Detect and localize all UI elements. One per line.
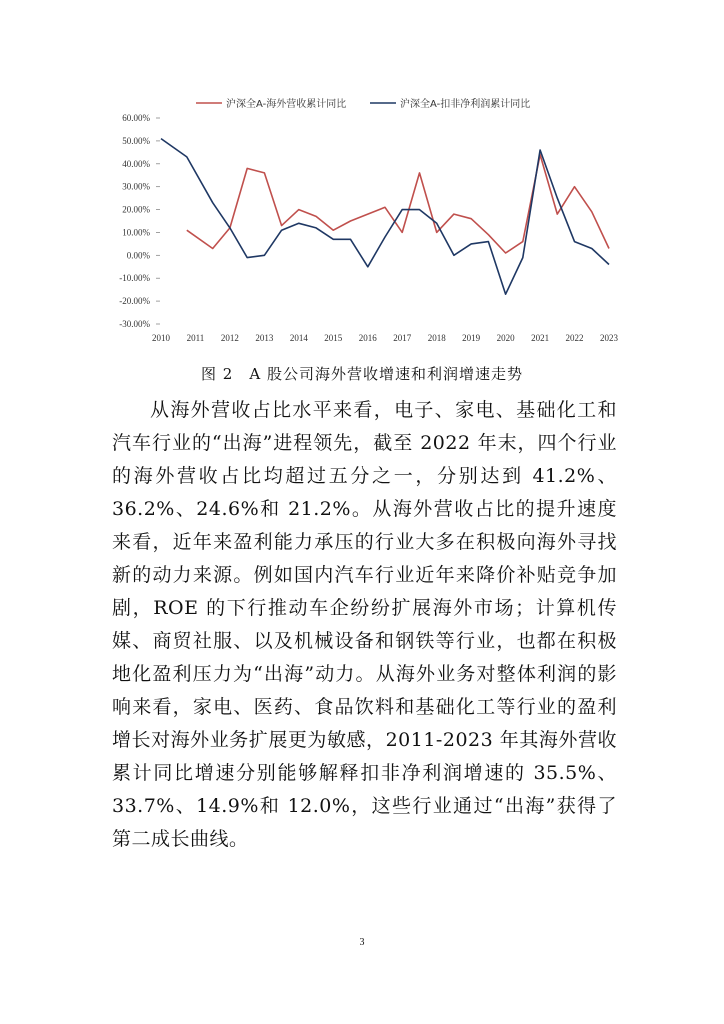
x-tick-label: 2013 [255, 333, 274, 343]
x-tick-label: 2017 [393, 333, 412, 343]
body-text [112, 394, 617, 856]
y-tick-label: 10.00% [122, 227, 150, 238]
x-tick-label: 2014 [289, 333, 308, 343]
series-line-overseas-revenue [187, 155, 609, 253]
x-tick-label: 2010 [152, 333, 170, 343]
chart-legend [196, 97, 530, 110]
y-tick-label: 40.00% [122, 158, 150, 169]
y-tick-label: 50.00% [122, 135, 150, 146]
x-axis [152, 333, 619, 343]
page-number: 3 [359, 937, 365, 948]
y-tick-label: -20.00% [119, 296, 150, 307]
x-tick-label: 2016 [358, 333, 377, 343]
y-tick-label: 20.00% [122, 204, 150, 215]
chart-series [161, 139, 609, 295]
x-tick-label: 2023 [600, 333, 618, 343]
paragraph: 从海外营收占比水平来看，电子、家电、基础化工和汽车行业的“出海”进程领先，截至 2022 年末，四个行业的海外营收占比均超过五分之一，分别达到 41.2%、36.2%、24.6%和 21.2%。从海外营收占比的提升速度来看，近年来盈利能力承压的行业大多在积极向海外寻找新的动力来源。例如国内汽车行业近年来降价补贴竞争加剧，ROE 的下行推动车企纷纷扩展海外市场；计算机传媒、商贸社服、以及机械设备和钢铁等行业，也都在积极地化盈利压力为“出海”动力。从海外业务对整体利润的影响来看，家电、医药、食品饮料和基础化工等行业的盈利增长对海外业务扩展更为敏感，2011-2023 年其海外营收累计同比增速分别能够解释扣非净利润增速的 35.5%、33.7%、14.9%和 12.0%，这些行业通过“出海”获得了第二成长曲线。 [112, 399, 617, 850]
line-chart [0, 0, 724, 345]
x-tick-label: 2015 [324, 333, 343, 343]
legend-label-net-profit: 沪深全A-扣非净利润累计同比 [400, 99, 531, 110]
x-tick-label: 2022 [565, 333, 584, 343]
y-tick-label: -30.00% [119, 319, 150, 329]
y-tick-label: 60.00% [122, 113, 150, 123]
legend-label-overseas-revenue: 沪深全A-海外营收累计同比 [226, 99, 347, 110]
y-tick-label: 0.00% [126, 250, 150, 261]
y-tick-label: -10.00% [119, 273, 150, 284]
y-tick-label: 30.00% [122, 181, 150, 192]
x-tick-label: 2018 [427, 333, 446, 343]
x-tick-label: 2012 [220, 333, 239, 343]
x-tick-label: 2020 [496, 333, 515, 343]
y-axis [119, 113, 160, 329]
figure-caption: 图 2 A 股公司海外营收增速和利润增速走势 [201, 365, 523, 383]
x-tick-label: 2011 [186, 333, 205, 343]
x-tick-label: 2021 [531, 333, 550, 343]
x-tick-label: 2019 [462, 333, 481, 343]
